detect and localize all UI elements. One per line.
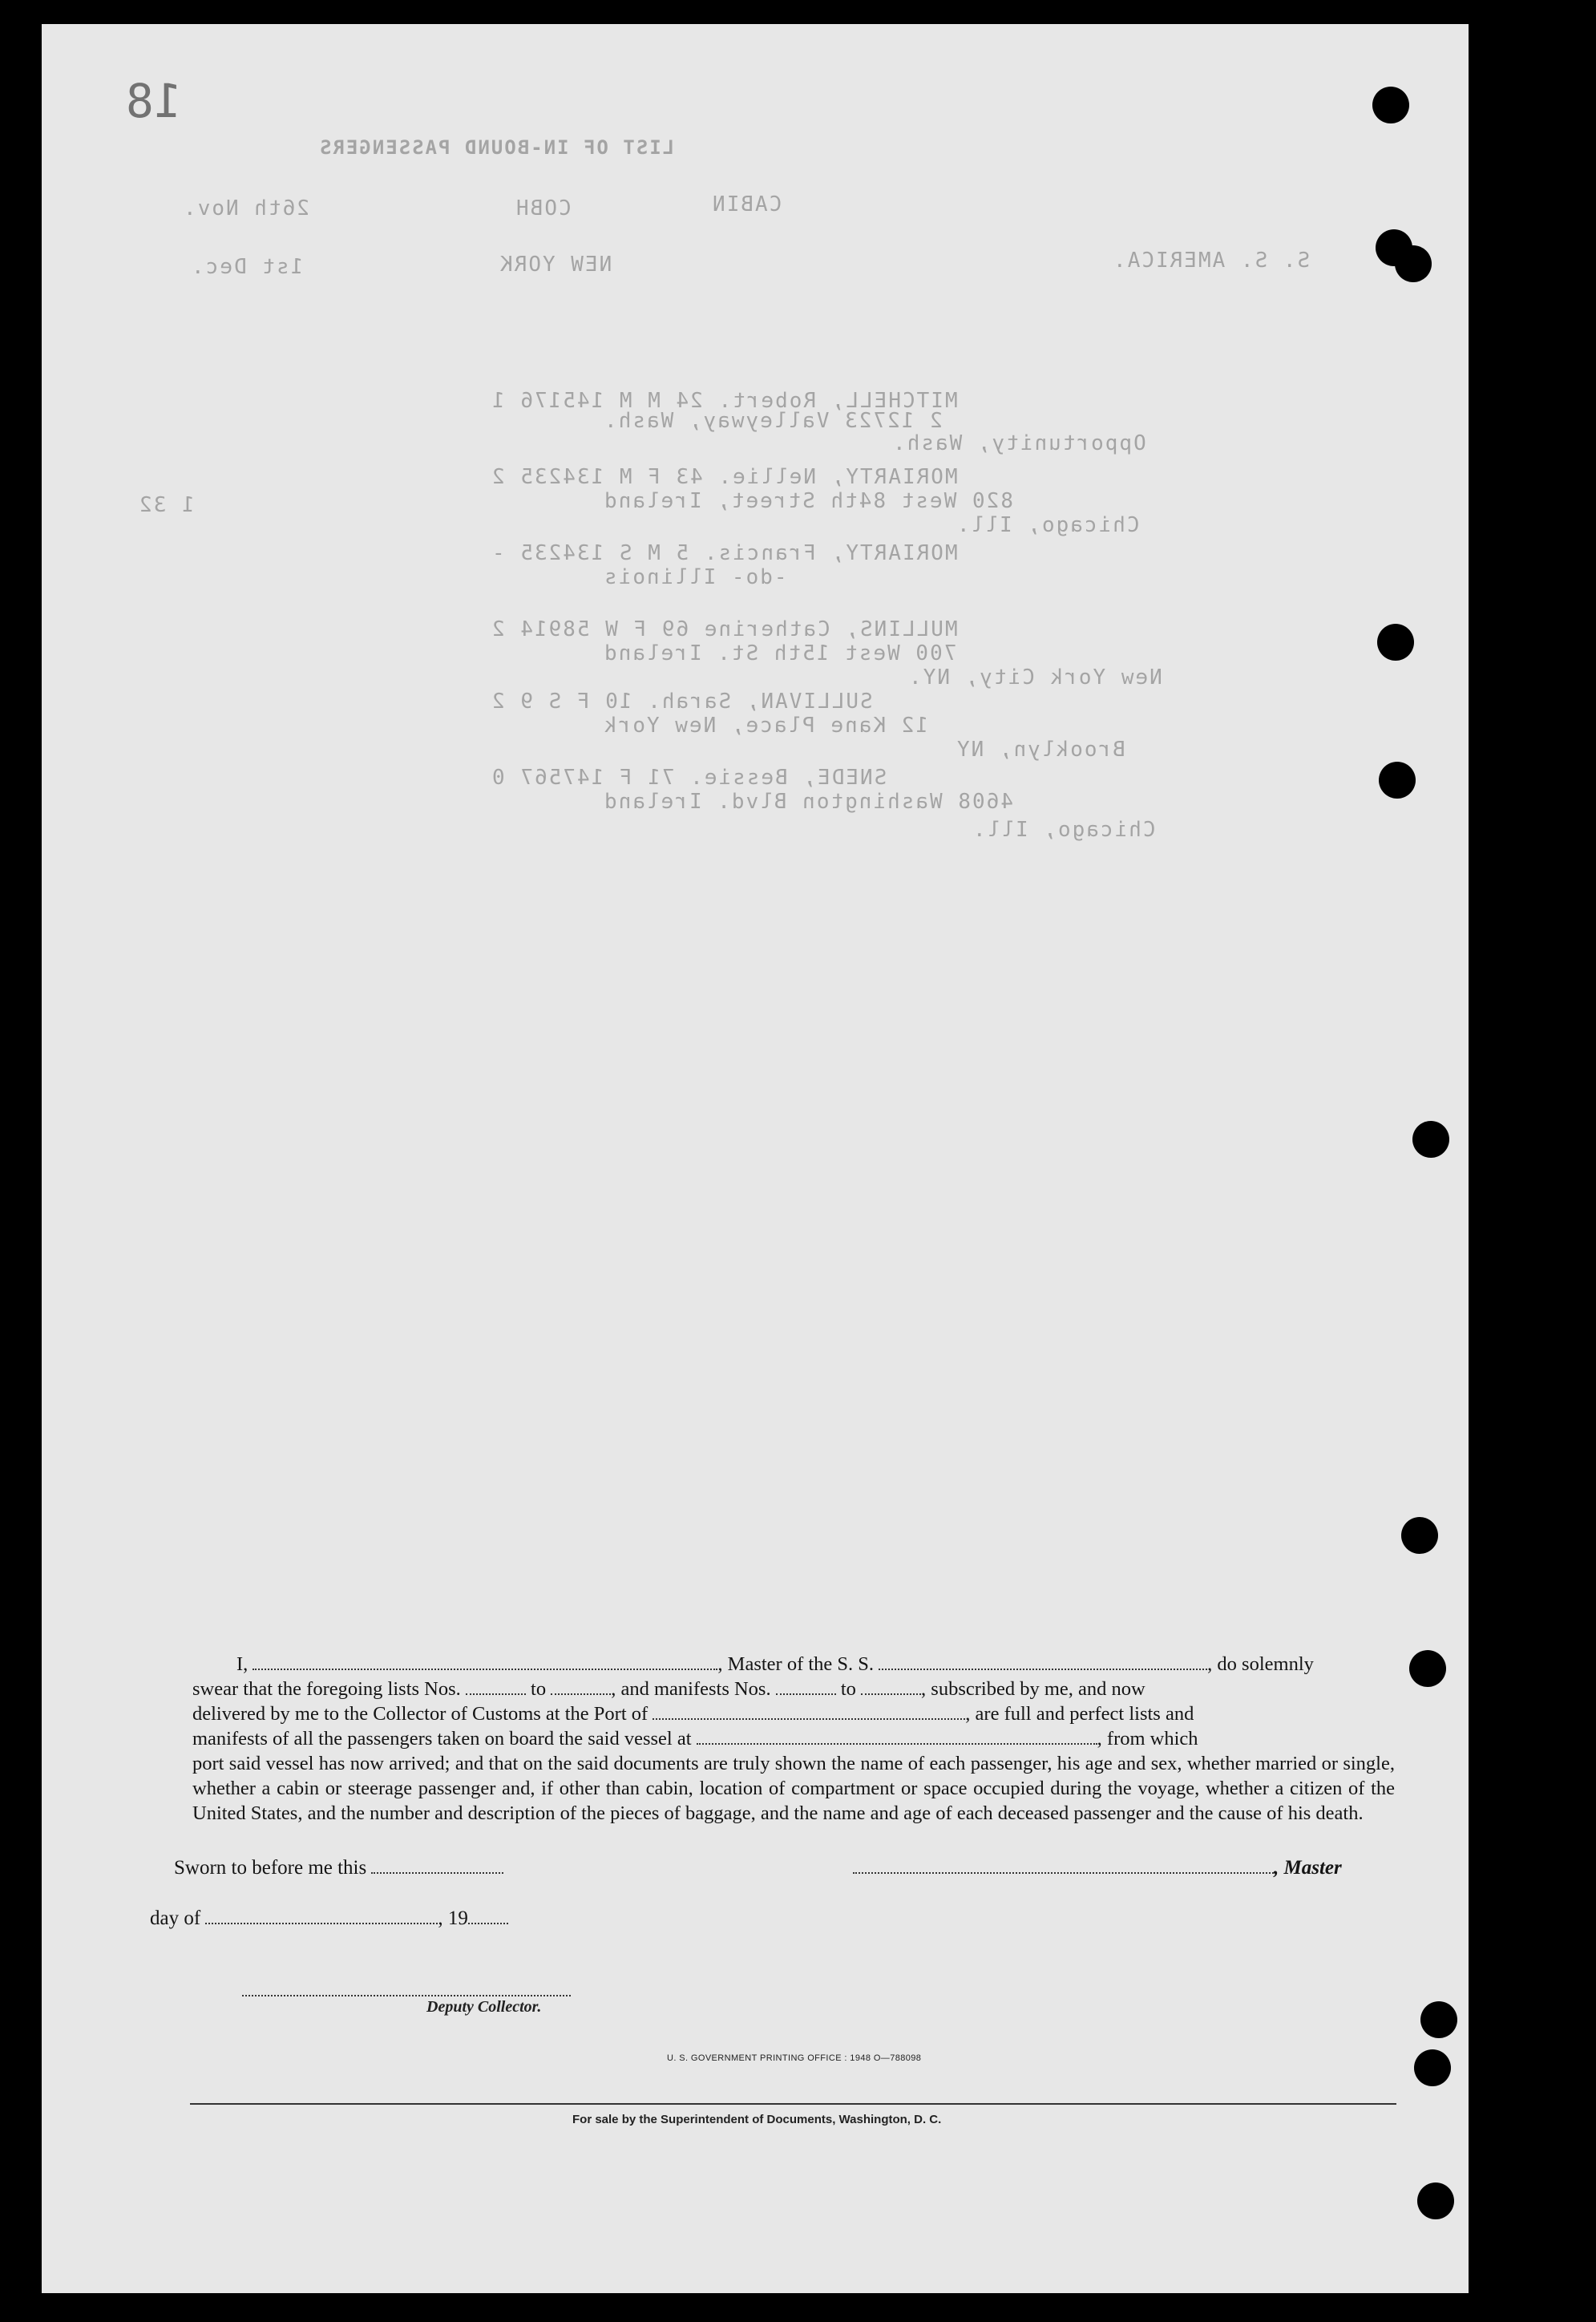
oath-full-perfect: , are full and perfect lists and [965,1703,1194,1725]
bleed-row: MORIARTY, Nellie. 43 F M 134235 2 [491,465,958,489]
bleed-arrival-port: NEW YORK [499,253,612,277]
oath-i: I, [236,1653,248,1675]
oath-to-2: to [840,1678,856,1700]
bleed-row: Brooklyn, NY [956,738,1125,762]
manifests-from-field[interactable] [776,1677,836,1695]
port-of-field[interactable] [653,1702,965,1720]
bleed-row: 2 12723 Valleyway, Wash. [603,409,943,433]
bleed-row: -do- Illinois [603,565,787,589]
manifests-to-field[interactable] [861,1677,921,1695]
oath-subscribed: , subscribed by me, and now [921,1678,1145,1700]
year-field[interactable] [468,1907,508,1924]
bleed-title: LIST OF IN-BOUND PASSENGERS [318,136,675,159]
oath-master-of: , Master of the S. S. [717,1653,875,1675]
bleed-row: Opportunity, Wash. [891,431,1146,455]
deputy-collector-label: Deputy Collector. [426,1998,542,2016]
bleed-row: New York City, NY. [907,665,1162,690]
oath-do-solemnly: , do solemnly [1207,1653,1314,1675]
footer-rule [190,2103,1396,2105]
bleed-row: MORIARTY, Francis. 5 M S 134235 - [491,541,958,565]
deputy-signature-field[interactable] [242,1995,571,1996]
day-of-line [150,1907,508,1930]
punch-hole [1395,245,1432,282]
oath-delivered: delivered by me to the Collector of Customs at the Port of [192,1703,649,1725]
oath-to-1: to [531,1678,547,1700]
bleed-row: 820 West 84th Street, Ireland [603,489,1013,513]
master-name-field[interactable] [253,1653,717,1670]
bleed-row: Chicago, Ill. [956,513,1140,537]
punch-hole [1420,2001,1457,2038]
bleed-row: 12 Kane Place, New York [603,714,929,738]
bleed-row: 700 West 15th St. Ireland [603,641,957,665]
sworn-label: Sworn to before me this [174,1857,367,1879]
document-page [42,24,1469,2293]
sworn-line [174,1856,503,1879]
bleed-date-1: 26th Nov. [182,196,309,220]
bleed-margin-note: 1 32 [138,493,195,517]
master-oath [192,1652,1395,1826]
punch-hole [1377,624,1414,661]
punch-hole [1417,2182,1454,2219]
bleed-row: SULLIVAN, Sarah. 10 F S 9 2 [491,690,873,714]
sworn-day-field[interactable] [371,1856,503,1874]
punch-hole [1372,87,1409,123]
bleed-class: CABIN [711,192,782,216]
bleed-row: MITCHELL, Robert. 24 M M 145176 1 [491,389,958,413]
printer-imprint: U. S. GOVERNMENT PRINTING OFFICE : 1948 O—788098 [667,2053,922,2063]
month-field[interactable] [205,1907,438,1924]
bleed-row: 4608 Washington Blvd. Ireland [603,790,1013,814]
bleed-ship: S. S. AMERICA. [1112,249,1311,273]
day-of-label: day of [150,1907,201,1929]
oath-from-which: , from which [1097,1728,1198,1750]
punch-hole [1379,762,1416,799]
punch-hole [1412,1121,1449,1158]
bleed-row: MULLINS, Catherine 69 F W 58914 2 [491,617,958,641]
punch-hole [1401,1517,1438,1554]
master-label: , Master [1274,1857,1342,1879]
oath-manifests-all: manifests of all the passengers taken on board the said vessel at [192,1728,692,1750]
oath-body: port said vessel has now arrived; and that on the said documents are truly shown the name of each passenger, his age and sex, whether married or single, whether a cabin or steerage passenger and, if other than cabin, location of compartment or space occupied during the voyage, whether a citizen of the United States, and the number and description of the pieces of baggage, and the name and age of each deceased passenger and the cause of his death. [192,1753,1395,1824]
punch-hole [1414,2049,1451,2086]
oath-swear-lists: swear that the foregoing lists Nos. [192,1678,461,1700]
lists-from-field[interactable] [466,1677,526,1695]
lists-to-field[interactable] [551,1677,611,1695]
page-number: 18 [126,74,182,128]
bleed-date-2: 1st Dec. [190,255,304,279]
bleed-row: Chicago, Ill. [972,818,1156,842]
master-signature-line [853,1856,1342,1879]
bleed-port: COBH [515,196,572,220]
oath-manifests: , and manifests Nos. [611,1678,771,1700]
year-prefix: , 19 [438,1907,468,1929]
punch-hole [1409,1650,1446,1687]
for-sale-notice: For sale by the Superintendent of Documents, Washington, D. C. [572,2113,942,2126]
bleed-row: SNEDE, Bessie. 71 F 147567 0 [491,766,887,790]
departure-port-field[interactable] [697,1727,1097,1745]
master-signature-field[interactable] [853,1856,1274,1874]
ship-name-field[interactable] [879,1653,1207,1670]
